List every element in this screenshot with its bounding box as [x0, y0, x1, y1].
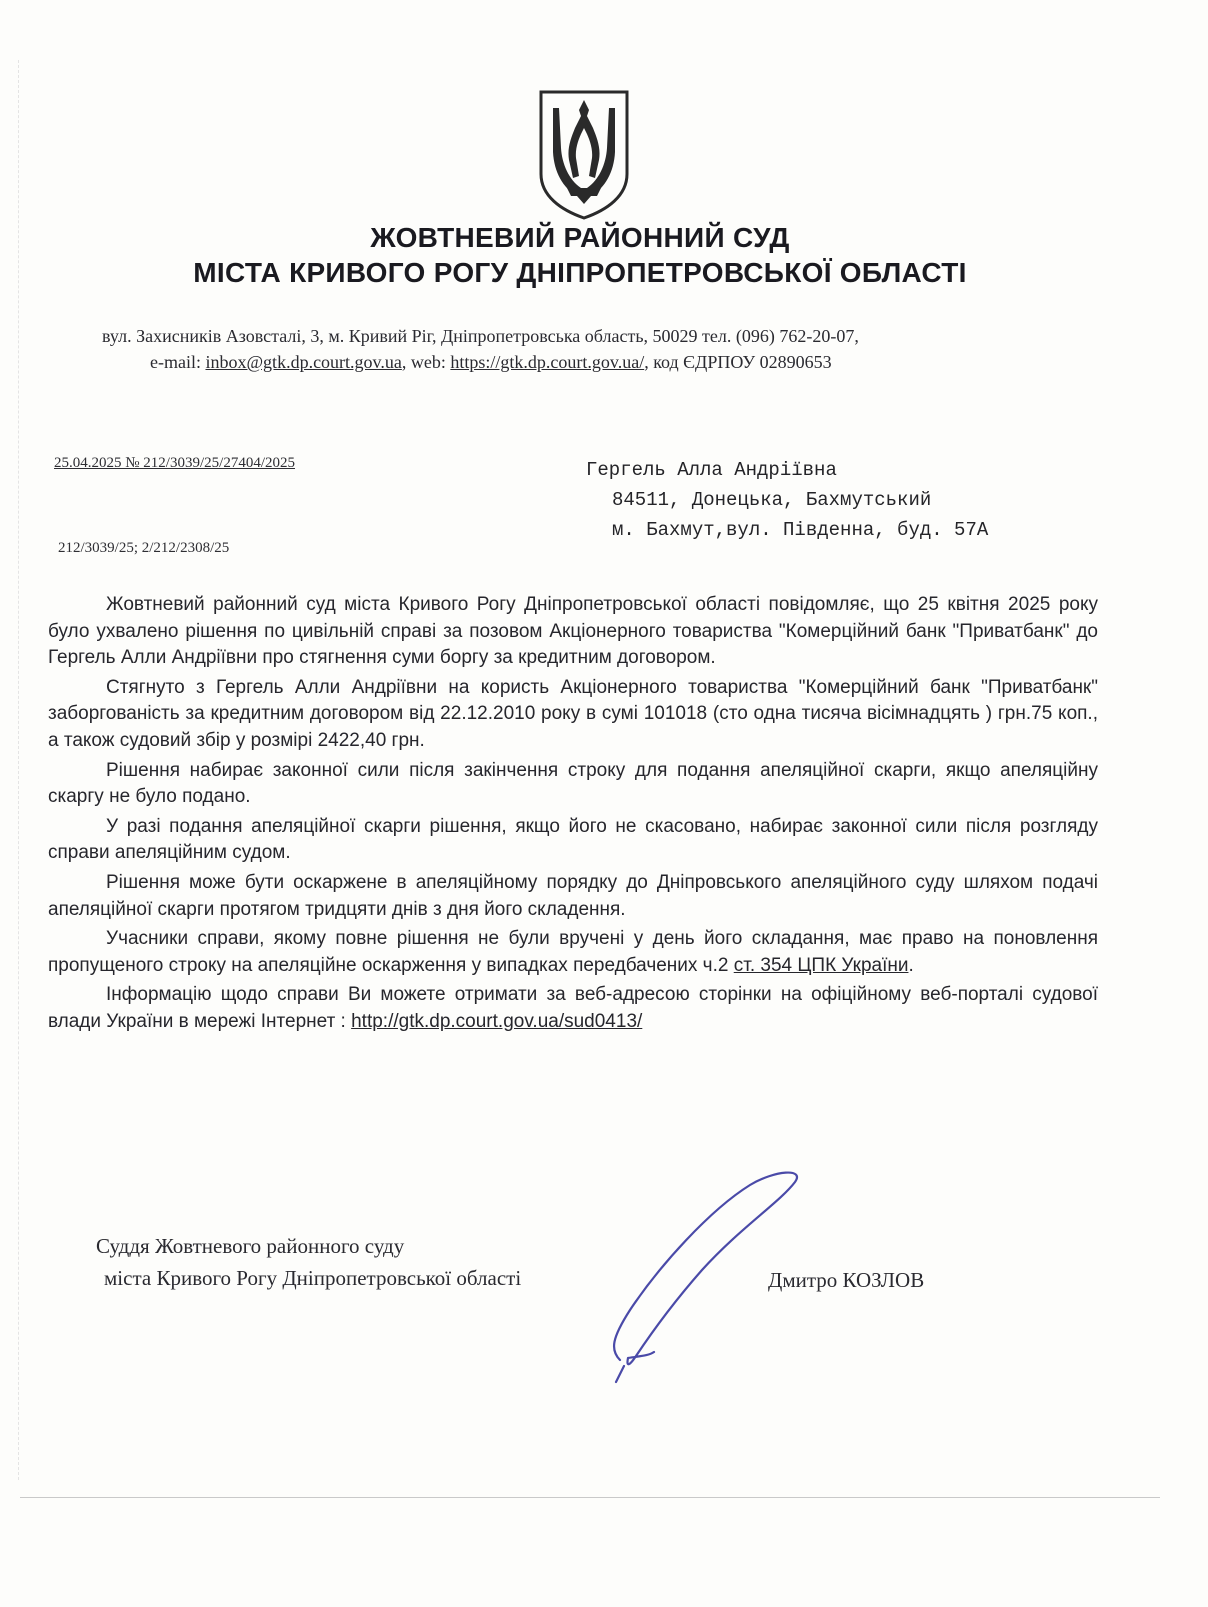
case-info-link[interactable]: http://gtk.dp.court.gov.ua/sud0413/	[351, 1010, 643, 1032]
web-label: , web:	[401, 352, 451, 372]
body-paragraph-decision: Жовтневий районний суд міста Кривого Рогу Дніпропетровської області повідомляє, що 25 квітня 2025 року було ухвалено рішення по цивільній справі за позовом Акціонерного товариства "Комерційний банк "Приватбанк" до Гергель Алли Андріївни про стягнення суми боргу за кредитним договором.	[48, 594, 1098, 669]
body-paragraph-recovery: Стягнуто з Гергель Алли Андріївни на користь Акціонерного товариства "Комерційний банк "Приватбанк" заборгованість за кредитним договором від 22.12.2010 року в сумі 101018 (сто одна тисяча вісімнадцять ) грн.75 коп., а також судовий збір у розмірі 2422,40 грн.	[48, 676, 1098, 751]
body-paragraph-appeal-order: Рішення може бути оскаржене в апеляційному порядку до Дніпровського апеляційного суду шляхом подачі апеляційної скарги протягом тридцяти днів з дня його складення.	[48, 871, 1098, 920]
judge-position	[96, 1230, 521, 1294]
addressee-block	[586, 455, 988, 545]
body-paragraph-renewal	[48, 926, 1098, 979]
court-contacts	[150, 352, 832, 373]
judge-name: Дмитро КОЗЛОВ	[768, 1268, 925, 1292]
web-link[interactable]: https://gtk.dp.court.gov.ua/	[450, 352, 645, 372]
letter-body	[48, 592, 1098, 1039]
bottom-rule	[20, 1497, 1160, 1498]
judge-position-line1: Суддя Жовтневого районного суду	[96, 1234, 405, 1258]
edrpou-code: , код ЄДРПОУ 02890653	[644, 352, 832, 372]
body-paragraph-appeal-case: У разі подання апеляційної скарги рішення, якщо його не скасовано, набирає законної сили після розгляду справи апеляційним судом.	[48, 815, 1098, 864]
outgoing-number: 25.04.2025 № 212/3039/25/27404/2025	[54, 455, 295, 471]
court-name-line1: ЖОВТНЕВИЙ РАЙОННИЙ СУД	[370, 222, 790, 253]
case-numbers: 212/3039/25; 2/212/2308/25	[58, 540, 230, 556]
scan-edge-line	[18, 60, 20, 1480]
court-name-line2: МІСТА КРИВОГО РОГУ ДНІПРОПЕТРОВСЬКОЇ ОБЛАСТІ	[193, 257, 967, 288]
body-paragraph-info	[48, 982, 1098, 1035]
body-paragraph-legal-force: Рішення набирає законної сили після закінчення строку для подання апеляційної скарги, якщо апеляційну скаргу не було подано.	[48, 759, 1098, 808]
addressee-name: Гергель Алла Андріївна	[586, 459, 837, 481]
trident-coat-of-arms-icon	[537, 88, 631, 220]
judge-position-line2: міста Кривого Рогу Дніпропетровської області	[104, 1266, 522, 1290]
law-article-link[interactable]: ст. 354 ЦПК України	[733, 954, 909, 976]
email-label: e-mail:	[150, 352, 206, 372]
court-address: вул. Захисників Азовсталі, 3, м. Кривий Ріг, Дніпропетровська область, 50029 тел. (096) 762-20-07,	[102, 326, 859, 346]
addressee-address-line: 84511, Донецька, Бахмутський	[612, 489, 932, 511]
renewal-text: Учасники справи, якому повне рішення не були вручені у день його складання, має право на поновлення пропущеного строку на апеляційне оскарження у випадках передбачених ч.2	[48, 928, 1098, 976]
addressee-street-line: м. Бахмут,вул. Південна, буд. 57А	[612, 519, 989, 541]
renewal-end: .	[908, 954, 914, 976]
info-text: Інформацію щодо справи Ви можете отримати за веб-адресою сторінки на офіційному веб-порталі судової влади України в мережі Інтернет :	[48, 984, 1098, 1032]
email-link[interactable]: inbox@gtk.dp.court.gov.ua	[205, 352, 402, 372]
